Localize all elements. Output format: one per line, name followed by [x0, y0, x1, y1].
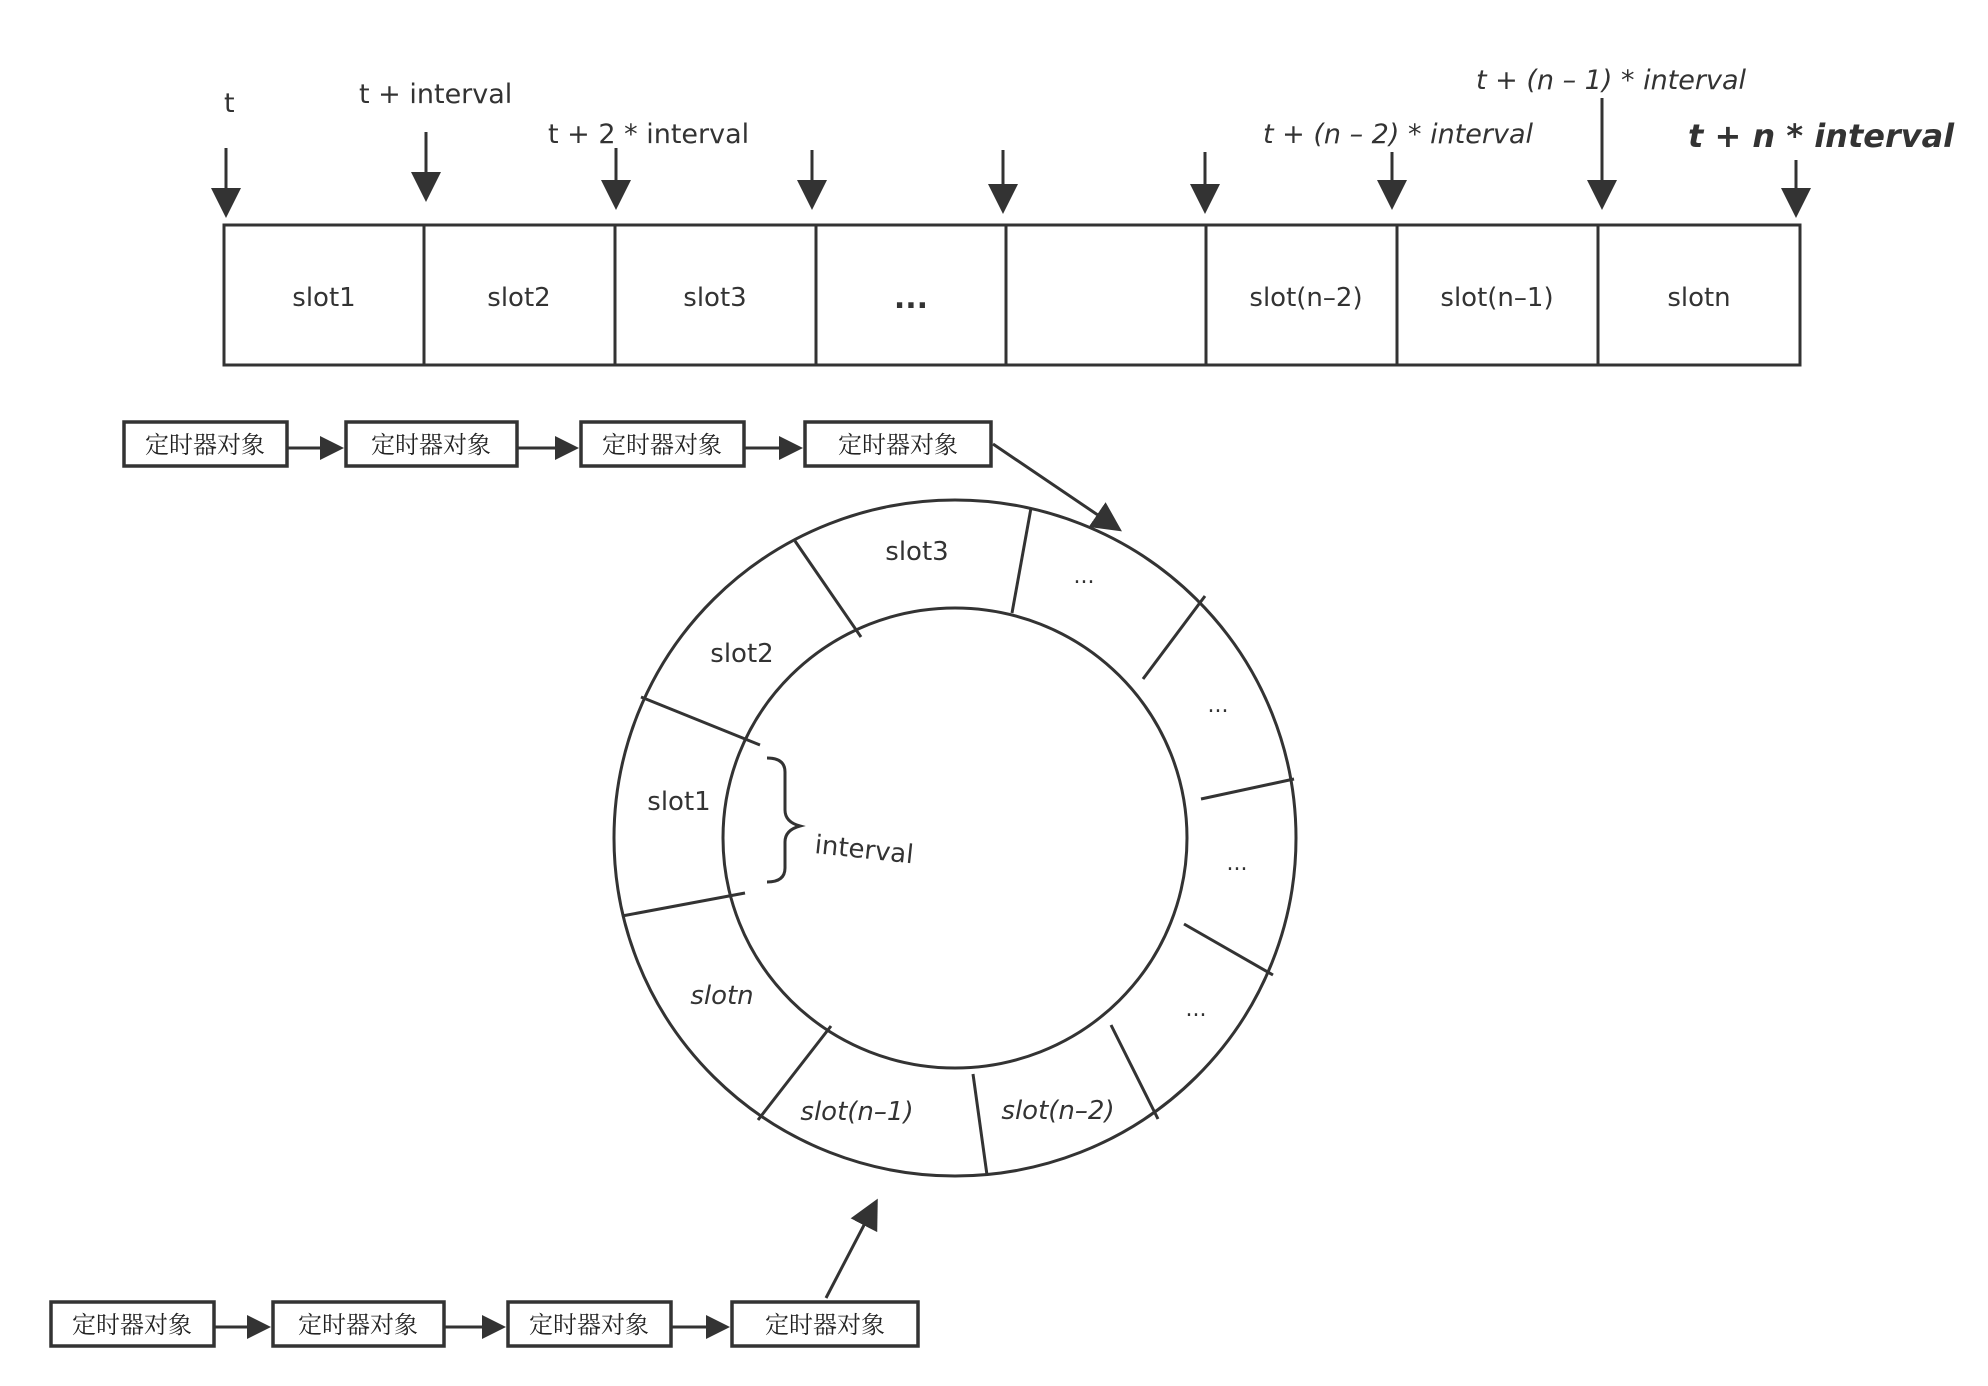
- slot-cell-ellipsis: ...: [893, 281, 929, 316]
- wheel-ellipsis-2: ...: [1207, 693, 1229, 718]
- wheel-slot-n-minus-2: slot(n–2): [1001, 1096, 1115, 1126]
- slot-cell-n: slotn: [1667, 283, 1731, 313]
- timer-node-label: 定时器对象: [298, 1311, 418, 1339]
- slot-cell-1: slot1: [292, 283, 356, 313]
- time-label-t-plus-n-interval: t + n * interval: [1688, 117, 1955, 155]
- timer-node-label: 定时器对象: [529, 1311, 649, 1339]
- slot-cell-n-minus-1: slot(n–1): [1440, 283, 1554, 313]
- wheel-ellipsis-1: ...: [1073, 564, 1095, 589]
- wheel-slot2: slot2: [710, 639, 774, 669]
- time-label-t-plus-2-interval: t + 2 * interval: [548, 119, 750, 150]
- wheel-slot-n-minus-1: slot(n–1): [800, 1097, 914, 1127]
- interval-brace: [767, 758, 800, 882]
- slot-row: [224, 225, 1800, 365]
- timing-wheel: [614, 500, 1296, 1176]
- timer-node-label: 定时器对象: [602, 431, 722, 459]
- wheel-slot3: slot3: [885, 537, 949, 567]
- time-label-t: t: [224, 88, 235, 119]
- timer-node-label: 定时器对象: [765, 1311, 885, 1339]
- timer-node-label: 定时器对象: [145, 431, 265, 459]
- top-timer-list: [124, 422, 1117, 528]
- wheel-slot1: slot1: [647, 787, 711, 817]
- timer-node-label: 定时器对象: [72, 1311, 192, 1339]
- timer-node-label: 定时器对象: [371, 431, 491, 459]
- wheel-outer-ring: [614, 500, 1296, 1176]
- bottom-timer-list: [51, 1204, 918, 1346]
- slot-cell-2: slot2: [487, 283, 551, 313]
- timer-node-label: 定时器对象: [838, 431, 958, 459]
- slot-cell-3: slot3: [683, 283, 747, 313]
- list-to-wheel-arrow: [826, 1204, 875, 1298]
- wheel-slotn: slotn: [690, 981, 754, 1011]
- time-label-t-plus-interval: t + interval: [359, 79, 513, 110]
- time-label-t-plus-n-minus-1-interval: t + (n – 1) * interval: [1476, 65, 1746, 96]
- wheel-ellipsis-3: ...: [1226, 851, 1248, 876]
- slot-cell-n-minus-2: slot(n–2): [1249, 283, 1363, 313]
- timeline: [224, 65, 1955, 365]
- interval-label: interval: [813, 830, 915, 871]
- time-label-t-plus-n-minus-2-interval: t + (n – 2) * interval: [1263, 119, 1533, 150]
- wheel-inner-ring: [723, 608, 1187, 1068]
- wheel-ellipsis-4: ...: [1185, 997, 1207, 1022]
